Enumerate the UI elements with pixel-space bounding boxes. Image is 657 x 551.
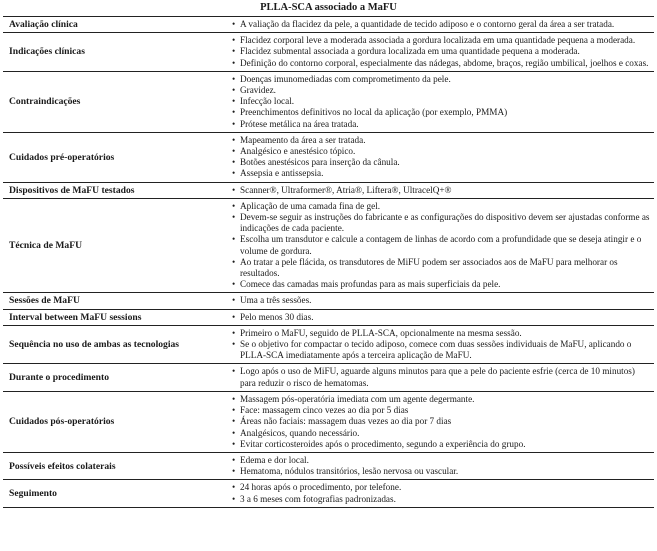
bullet-item: • Áreas não faciais: massagem duas vezes ao dia por 7 dias [232,416,650,427]
bullet-item: • Assepsia e antissepsia. [232,168,650,179]
table-row [3,182,654,198]
row-content [228,182,654,198]
bullet-item: • Analgésicos, quando necessário. [232,428,650,439]
bullet-list [232,328,650,362]
bullet-list [232,295,650,306]
bullet-item: • Edema e dor local. [232,455,650,466]
bullet-item: • Aplicação de uma camada fina de gel. [232,201,650,212]
bullet-item: • Gravidez. [232,85,650,96]
row-content [228,452,654,479]
bullet-item: • Primeiro o MaFU, seguido de PLLA-SCA, opcionalmente na mesma sessão. [232,328,650,339]
table-body [3,17,654,508]
row-label: Interval between MaFU sessions [9,311,142,323]
row-content [228,309,654,325]
bullet-list [232,185,650,196]
bullet-item: • Se o objetivo for compactar o tecido adiposo, comece com duas sessões individuais de MaFU, aplicando o PLLA-SCA imediatamente após a terceira aplicação de MaFU. [232,339,650,361]
row-label: Seguimento [9,487,57,499]
bullet-item: • Comece das camadas mais profundas para as mais superficiais da pele. [232,279,650,290]
row-content [228,33,654,72]
bullet-list [232,19,650,30]
row-label: Sessões de MaFU [9,295,80,307]
bullet-list [232,394,650,450]
row-content [228,325,654,364]
table-row [3,198,654,293]
bullet-item: • Hematoma, nódulos transitórios, lesão nervosa ou vascular. [232,466,650,477]
row-content [228,364,654,391]
bullet-item: • Uma a três sessões. [232,295,650,306]
bullet-item: • Evitar corticosteroides após o procedimento, segundo a experiência do grupo. [232,439,650,450]
row-label: Dispositivos de MaFU testados [9,184,135,196]
bullet-list [232,35,650,69]
row-content [228,17,654,33]
table-title: PLLA-SCA associado a MaFU [260,2,397,13]
table-row [3,391,654,452]
bullet-list [232,455,650,477]
bullet-list [232,312,650,323]
table-row [3,364,654,391]
bullet-item: • Mapeamento da área a ser tratada. [232,135,650,146]
row-content [228,198,654,293]
bullet-item: • Massagem pós-operatória imediata com um agente degermante. [232,394,650,405]
bullet-list [232,366,650,388]
table-row [3,17,654,33]
row-content [228,132,654,182]
row-label: Contraindicações [9,96,81,108]
table-row [3,309,654,325]
bullet-item: • 24 horas após o procedimento, por telefone. [232,482,650,493]
table-row [3,293,654,309]
row-label: Durante o procedimento [9,372,110,384]
table-row [3,132,654,182]
bullet-item: • Prótese metálica na área tratada. [232,119,650,130]
row-label: Cuidados pré-operatórios [9,151,115,163]
bullet-item: • Preenchimentos definitivos no local da aplicação (por exemplo, PMMA) [232,107,650,118]
bullet-item: • Face: massagem cinco vezes ao dia por 5 dias [232,405,650,416]
table-row [3,452,654,479]
row-content [228,71,654,132]
row-content [228,480,654,507]
table-row [3,33,654,72]
bullet-list [232,135,650,180]
bullet-item: • Infecção local. [232,96,650,107]
bullet-item: • Doenças imunomediadas com comprometimento da pele. [232,74,650,85]
bullet-item: • Flacidez corporal leve a moderada associada a gordura localizada em uma quantidade pequena a moderada. [232,35,650,46]
bullet-item: • Escolha um transdutor e calcule a contagem de linhas de acordo com a profundidade que se deseja atingir e o volume de gordura. [232,234,650,256]
row-label: Avaliação clínica [9,19,78,30]
bullet-item: • A valiação da flacidez da pele, a quantidade de tecido adiposo e o contorno geral da área a ser tratada. [232,19,650,30]
row-label: Sequência no uso de ambas as tecnologias [9,339,180,351]
row-content [228,391,654,452]
bullet-item: • Ao tratar a pele flácida, os transdutores de MiFU podem ser associados aos de MaFU para melhorar os resultados. [232,257,650,279]
bullet-item: • Definição do contorno corporal, especialmente das nádegas, abdome, braços, região umbilical, joelhos e coxas. [232,58,650,69]
row-label: Cuidados pós-operatórios [9,416,115,428]
bullet-item: • Pelo menos 30 dias. [232,312,650,323]
bullet-item: • Logo após o uso de MiFU, aguarde alguns minutos para que a pele do paciente esfrie (cerca de 10 minutos) para reduzir o risco de hematomas. [232,366,650,388]
bullet-item: • Devem-se seguir as instruções do fabricante e as configurações do dispositivo devem ser ajustadas conforme as indicações de cada paciente. [232,212,650,234]
table-row [3,71,654,132]
row-label: Possíveis efeitos colaterais [9,460,116,472]
bullet-item: • Flacidez submental associada a gordura localizada em uma quantidade pequena a moderada. [232,46,650,57]
protocol-table [3,16,654,508]
row-label: Indicações clínicas [9,46,85,58]
bullet-item: • Analgésico e anestésico tópico. [232,146,650,157]
table-row [3,325,654,364]
bullet-list [232,74,650,130]
bullet-item: • Scanner®, Ultraformer®, Atria®, Liftera®, UltracelQ+® [232,185,650,196]
table-row [3,480,654,507]
bullet-item: • 3 a 6 meses com fotografias padronizadas. [232,494,650,505]
bullet-list [232,201,650,291]
bullet-list [232,482,650,504]
row-content [228,293,654,309]
bullet-item: • Botões anestésicos para inserção da cânula. [232,157,650,168]
row-label: Técnica de MaFU [9,240,83,252]
